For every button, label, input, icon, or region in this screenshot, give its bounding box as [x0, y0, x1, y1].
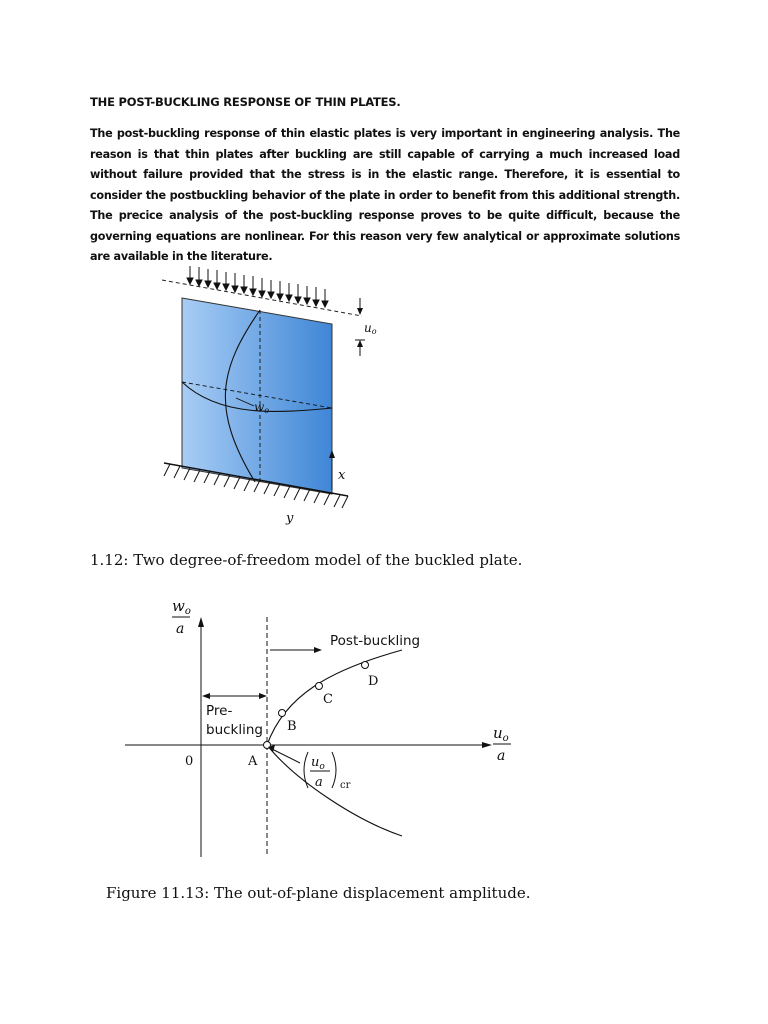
x-axis-numerator: $u_o$	[493, 724, 509, 744]
displacement-diagram	[120, 595, 520, 860]
body-paragraph: The post-buckling response of thin elastic plates is very important in engineering analysis. The reason is that thin plates after buckling are still capable of carrying a much increased load without failure provided that the stress is in the elastic range. Therefore, it is essential to consider the postbuckling behavior of the plate in order to benefit from this additional strength. The precice analysis of the post-buckling response proves to be quite difficult, because the governing equations are nonlinear. For this reason very few analytical or approximate solutions are available in the literature.	[90, 127, 680, 263]
uo-label: uo	[364, 321, 377, 336]
point-b-marker	[279, 710, 286, 717]
point-a-label: A	[248, 754, 258, 769]
point-d-marker	[362, 662, 369, 669]
point-d-label: D	[368, 674, 379, 689]
y-axis-denominator: a	[176, 621, 185, 637]
x-axis-label: x	[338, 468, 346, 483]
y-axis-label: y	[286, 511, 294, 526]
point-c-label: C	[323, 692, 333, 707]
pre-buckling-line1: Pre-	[206, 703, 233, 719]
section-heading: THE POST-BUCKLING RESPONSE OF THIN PLATES.	[90, 95, 401, 109]
x-axis-denominator: a	[497, 748, 506, 764]
load-arrows	[187, 266, 328, 307]
y-axis-numerator: $w_o$	[172, 597, 191, 617]
critical-subscript: cr	[340, 780, 351, 791]
buckled-plate-figure	[150, 258, 380, 530]
figure-caption-2: Figure 11.13: The out-of-plane displacement amplitude.	[106, 884, 531, 902]
point-b-label: B	[287, 719, 297, 734]
point-c-marker	[316, 683, 323, 690]
wo-label: wo	[254, 400, 270, 415]
critical-denominator: a	[315, 775, 323, 790]
critical-numerator: $u_o$	[311, 755, 325, 772]
pre-buckling-line2: buckling	[206, 722, 263, 738]
post-buckling-label: Post-buckling	[330, 633, 421, 649]
figure-caption-1: 1.12: Two degree-of-freedom model of the buckled plate.	[90, 551, 523, 569]
origin-label: 0	[185, 754, 194, 769]
